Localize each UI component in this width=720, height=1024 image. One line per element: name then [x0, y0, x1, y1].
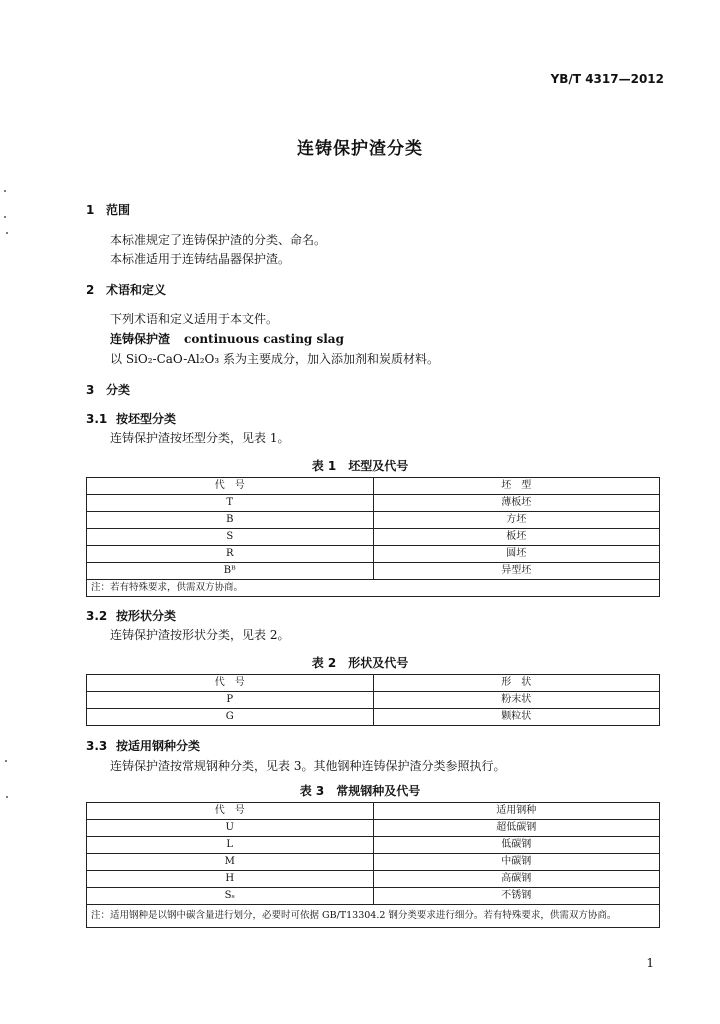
- section-title: 分类: [106, 383, 131, 397]
- section-2-heading: [86, 281, 166, 298]
- table-row: [87, 512, 660, 529]
- table-1: [86, 477, 660, 597]
- code-cell: M: [87, 854, 374, 871]
- code-cell: U: [87, 820, 374, 837]
- value-cell: 异型坯: [373, 563, 660, 580]
- scan-speck: [4, 216, 6, 218]
- section-number: 1: [86, 203, 95, 217]
- code-cell: R: [87, 546, 374, 563]
- scan-speck: [6, 232, 8, 234]
- value-cell: 薄板坯: [373, 495, 660, 512]
- table-row: [87, 871, 660, 888]
- paragraph: 本标准适用于连铸结晶器保护渣。: [110, 252, 291, 266]
- section-title: 范围: [106, 203, 131, 217]
- table-note-row: [87, 580, 660, 597]
- value-cell: 不锈钢: [373, 888, 660, 905]
- code-cell: P: [87, 692, 374, 709]
- table-row: [87, 546, 660, 563]
- code-cell: G: [87, 709, 374, 726]
- section-title: 按坯型分类: [116, 412, 177, 426]
- standard-number: YB/T 4317—2012: [550, 72, 664, 86]
- code-cell: B: [87, 512, 374, 529]
- value-cell: 方坯: [373, 512, 660, 529]
- table-header-row: [87, 675, 660, 692]
- section-3-3-heading: [86, 737, 200, 754]
- value-cell: 高碳钢: [373, 871, 660, 888]
- table-row: [87, 709, 660, 726]
- table-row: [87, 888, 660, 905]
- code-cell: Sₛ: [87, 888, 374, 905]
- section-number: 3.1: [86, 412, 108, 426]
- table-row: [87, 854, 660, 871]
- term-english: continuous casting slag: [184, 332, 344, 346]
- section-number: 2: [86, 283, 95, 297]
- table-row: [87, 837, 660, 854]
- header-cell: 适用钢种: [373, 803, 660, 820]
- value-cell: 粉末状: [373, 692, 660, 709]
- section-number: 3: [86, 383, 95, 397]
- table-2-caption: 表 2 形状及代号: [311, 656, 409, 670]
- section-number: 3.2: [86, 609, 108, 623]
- section-3-2-heading: [86, 607, 176, 624]
- section-title: 按适用钢种分类: [116, 739, 201, 753]
- value-cell: 圆坯: [373, 546, 660, 563]
- scan-speck: [4, 190, 6, 192]
- section-title: 术语和定义: [106, 283, 167, 297]
- table-row: [87, 563, 660, 580]
- table-row: [87, 820, 660, 837]
- table-row: [87, 692, 660, 709]
- table-row: [87, 529, 660, 546]
- code-cell: T: [87, 495, 374, 512]
- term-chinese: 连铸保护渣: [110, 332, 171, 346]
- table-3-caption: 表 3 常规钢种及代号: [299, 784, 421, 798]
- section-3-heading: [86, 381, 130, 398]
- paragraph: 连铸保护渣按形状分类，见表 2。: [110, 628, 290, 642]
- paragraph: 下列术语和定义适用于本文件。: [110, 312, 279, 326]
- page-title: 连铸保护渣分类: [297, 139, 423, 159]
- header-cell: 代 号: [87, 478, 374, 495]
- value-cell: 低碳钢: [373, 837, 660, 854]
- code-cell: H: [87, 871, 374, 888]
- section-number: 3.3: [86, 739, 108, 753]
- table-1-caption: 表 1 坯型及代号: [311, 459, 409, 473]
- value-cell: 颗粒状: [373, 709, 660, 726]
- paragraph: 连铸保护渣按坯型分类，见表 1。: [110, 431, 290, 445]
- table-note: 注：若有特殊要求，供需双方协商。: [87, 580, 660, 597]
- table-row: [87, 495, 660, 512]
- table-3: [86, 802, 660, 928]
- scan-speck: [6, 796, 8, 798]
- paragraph: 本标准规定了连铸保护渣的分类、命名。: [110, 233, 327, 247]
- term-line: [110, 330, 344, 347]
- table-note-row: [87, 905, 660, 928]
- header-cell: 代 号: [87, 675, 374, 692]
- header-cell: 形 状: [373, 675, 660, 692]
- scan-speck: [5, 760, 7, 762]
- paragraph: 连铸保护渣按常规钢种分类，见表 3。其他钢种连铸保护渣分类参照执行。: [110, 759, 506, 773]
- term-definition: 以 SiO₂-CaO-Al₂O₃ 系为主要成分，加入添加剂和炭质材料。: [110, 352, 440, 366]
- code-cell: Bᴮ: [87, 563, 374, 580]
- table-header-row: [87, 803, 660, 820]
- code-cell: S: [87, 529, 374, 546]
- page-number: 1: [646, 956, 654, 970]
- table-2: [86, 674, 660, 726]
- value-cell: 板坯: [373, 529, 660, 546]
- section-title: 按形状分类: [116, 609, 177, 623]
- table-note: 注：适用钢种是以钢中碳含量进行划分，必要时可依据 GB/T13304.2 钢分类要求进行细分。若有特殊要求，供需双方协商。: [87, 905, 660, 928]
- table-header-row: [87, 478, 660, 495]
- code-cell: L: [87, 837, 374, 854]
- value-cell: 超低碳钢: [373, 820, 660, 837]
- section-3-1-heading: [86, 410, 176, 427]
- header-cell: 代 号: [87, 803, 374, 820]
- header-cell: 坯 型: [373, 478, 660, 495]
- section-1-heading: [86, 201, 130, 218]
- value-cell: 中碳钢: [373, 854, 660, 871]
